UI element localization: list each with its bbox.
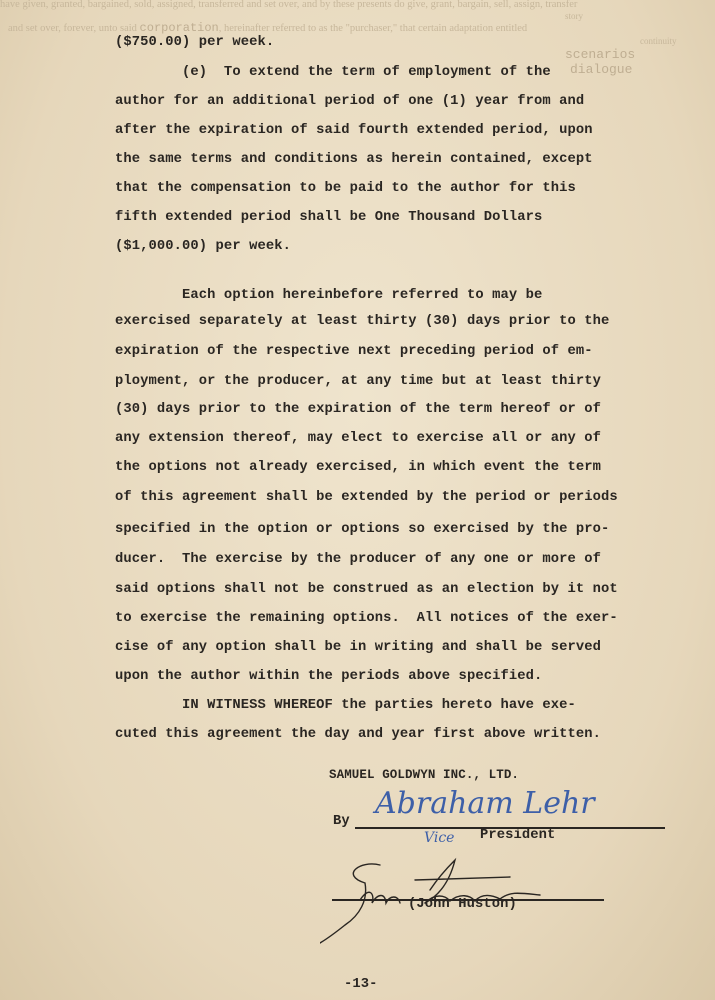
body-line: said options shall not be construed as an election by it not — [115, 582, 618, 597]
body-line: ($750.00) per week. — [115, 35, 275, 50]
page-number: -13- — [344, 977, 378, 992]
signature-abraham-lehr: Abraham Lehr — [375, 786, 595, 821]
signer-name: (John Huston) — [408, 897, 517, 912]
body-line: that the compensation to be paid to the author for this — [115, 181, 576, 196]
body-line: cise of any option shall be in writing and shall be served — [115, 640, 602, 655]
bleed-text-rest: , hereinafter referred to as the "purchaser," that certain adaptation entitled — [218, 23, 528, 34]
body-line: expiration of the respective next preceding period of em- — [115, 344, 593, 359]
body-line: the options not already exercised, in which event the term — [115, 460, 602, 475]
body-line: specified in the option or options so exercised by the pro- — [115, 522, 610, 537]
body-line: to exercise the remaining options. All notices of the exer- — [115, 611, 618, 626]
bleed-scenarios: scenarios — [565, 47, 636, 62]
body-line: of this agreement shall be extended by the period or periods — [115, 490, 618, 505]
bleed-continuity: continuity — [640, 36, 677, 46]
body-line: ducer. The exercise by the producer of any one or more of — [115, 552, 602, 567]
bleed-through-line-1: have given, granted, bargained, sold, assigned, transferred and set over, and by these presents do give, grant, bargain, sell, assign, transfer — [0, 0, 578, 10]
body-line: (30) days prior to the expiration of the term hereof or of — [115, 402, 602, 417]
body-line: ($1,000.00) per week. — [115, 239, 291, 254]
body-line: upon the author within the periods above specified. — [115, 669, 543, 684]
bleed-fill: corporation — [139, 21, 219, 35]
bleed-dialogue: dialogue — [570, 62, 633, 77]
body-line: the same terms and conditions as herein contained, except — [115, 152, 593, 167]
bleed-text: and set over, forever, unto said — [8, 23, 137, 34]
signer-title: President — [480, 828, 556, 843]
body-line: exercised separately at least thirty (30) days prior to the — [115, 314, 610, 329]
bleed-story: story — [565, 11, 583, 21]
body-line: (e) To extend the term of employment of the — [115, 65, 551, 80]
handwritten-vice: Vice — [424, 830, 455, 846]
bleed-through-line-2 — [8, 22, 527, 35]
body-line: author for an additional period of one (1) year from and — [115, 94, 585, 109]
company-name: SAMUEL GOLDWYN INC., LTD. — [329, 768, 520, 782]
body-line: after the expiration of said fourth extended period, upon — [115, 123, 593, 138]
body-line: IN WITNESS WHEREOF the parties hereto have exe- — [115, 698, 576, 713]
body-line: fifth extended period shall be One Thousand Dollars — [115, 210, 543, 225]
by-label: By — [333, 814, 350, 829]
body-line: ployment, or the producer, at any time but at least thirty — [115, 374, 602, 389]
body-line: cuted this agreement the day and year first above written. — [115, 727, 602, 742]
body-line: any extension thereof, may elect to exercise all or any of — [115, 431, 602, 446]
body-line: Each option hereinbefore referred to may be — [115, 288, 543, 303]
